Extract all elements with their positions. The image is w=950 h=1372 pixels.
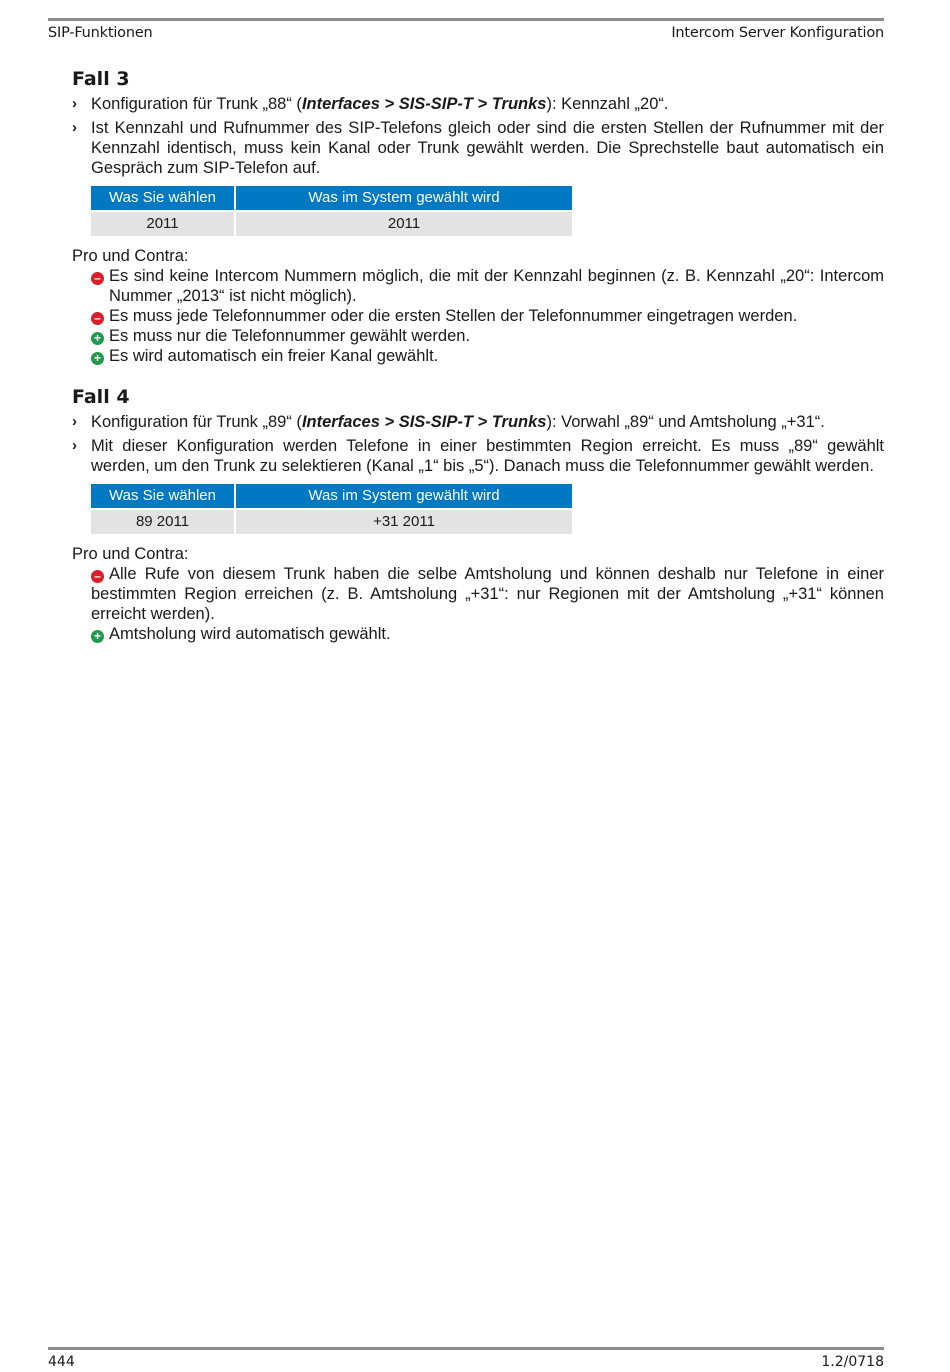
plus-circle-icon: + [91, 630, 104, 643]
list-item [72, 564, 884, 624]
page-content [72, 68, 884, 644]
dial-table [91, 484, 572, 534]
pro-contra-list [72, 266, 884, 366]
section-fall-3 [72, 68, 884, 366]
list-item [72, 118, 884, 178]
page-number: 444 [48, 1354, 75, 1370]
list-item [72, 266, 884, 306]
list-item [72, 94, 884, 114]
pro-contra-text: Es muss jede Telefonnummer oder die ersten Stellen der Telefonnummer eingetragen werden. [109, 307, 798, 325]
page-footer [48, 1347, 884, 1372]
table-header-cell: Was im System gewählt wird [235, 186, 572, 211]
pro-contra-label: Pro und Contra: [72, 545, 189, 563]
dial-table [91, 186, 572, 236]
chevron-right-icon: › [72, 119, 77, 136]
bullet-list [72, 94, 884, 178]
bullet-text-pre: Konfiguration für Trunk „88“ ( [91, 95, 302, 113]
bullet-text-pre: Konfiguration für Trunk „89“ ( [91, 413, 302, 431]
list-item [72, 346, 884, 366]
pro-contra-text: Amtsholung wird automatisch gewählt. [109, 625, 391, 643]
pro-contra-label: Pro und Contra: [72, 247, 189, 265]
table-cell: +31 2011 [235, 509, 572, 534]
pro-contra-text: Es wird automatisch ein freier Kanal gewählt. [109, 347, 439, 365]
table-cell: 2011 [235, 211, 572, 236]
bullet-text-post: ): Vorwahl „89“ und Amtsholung „+31“. [546, 413, 825, 431]
minus-circle-icon: – [91, 570, 104, 583]
plus-circle-icon: + [91, 352, 104, 365]
menu-path: Interfaces > SIS-SIP-T > Trunks [301, 413, 547, 431]
minus-circle-icon: – [91, 272, 104, 285]
document-version: 1.2/0718 [821, 1354, 884, 1370]
list-item [72, 436, 884, 476]
bullet-text-post: ): Kennzahl „20“. [546, 95, 669, 113]
pro-contra-text: Es muss nur die Telefonnummer gewählt werden. [109, 327, 471, 345]
table-cell: 2011 [91, 211, 235, 236]
chevron-right-icon: › [72, 95, 77, 112]
pro-contra-text: Es sind keine Intercom Nummern möglich, die mit der Kennzahl beginnen (z. B. Kennzahl „20“: Intercom Nummer „2013“ ist nicht möglich). [109, 267, 884, 305]
chevron-right-icon: › [72, 413, 77, 430]
list-item [72, 412, 884, 432]
chevron-right-icon: › [72, 437, 77, 454]
plus-circle-icon: + [91, 332, 104, 345]
header-section-title: SIP-Funktionen [48, 25, 153, 41]
section-heading: Fall 3 [72, 68, 130, 90]
table-cell: 89 2011 [91, 509, 235, 534]
table-header-cell: Was Sie wählen [91, 186, 235, 211]
bullet-list [72, 412, 884, 476]
list-item [72, 326, 884, 346]
pro-contra-list [72, 564, 884, 644]
minus-circle-icon: – [91, 312, 104, 325]
section-heading: Fall 4 [72, 386, 130, 408]
header-chapter-title: Intercom Server Konfiguration [671, 25, 884, 41]
table-header-row [91, 186, 572, 211]
table-row [91, 211, 572, 236]
bullet-text: Mit dieser Konfiguration werden Telefone in einer bestimmten Region erreicht. Es muss „89“ gewählt werden, um den Trunk zu selektieren (Kanal „1“ bis „5“). Danach muss die Telefonnummer gewählt werden. [91, 437, 884, 475]
table-header-row [91, 484, 572, 509]
list-item [72, 624, 884, 644]
bullet-text: Ist Kennzahl und Rufnummer des SIP-Telefons gleich oder sind die ersten Stellen der Rufnummer mit der Kennzahl identisch, muss kein Kanal oder Trunk gewählt werden. Die Sprechstelle baut automatisch ein Gespräch zum SIP-Telefon auf. [91, 119, 884, 177]
table-row [91, 509, 572, 534]
menu-path: Interfaces > SIS-SIP-T > Trunks [301, 95, 547, 113]
table-header-cell: Was im System gewählt wird [235, 484, 572, 509]
section-fall-4 [72, 386, 884, 644]
table-header-cell: Was Sie wählen [91, 484, 235, 509]
pro-contra-text: Alle Rufe von diesem Trunk haben die selbe Amtsholung und können deshalb nur Telefone in einer bestimmten Region erreichen (z. B. Amtsholung „+31“: nur Regionen mit der Amtsholung „+31“ können erreicht werden). [91, 565, 884, 623]
list-item [72, 306, 884, 326]
page-header [48, 18, 884, 49]
